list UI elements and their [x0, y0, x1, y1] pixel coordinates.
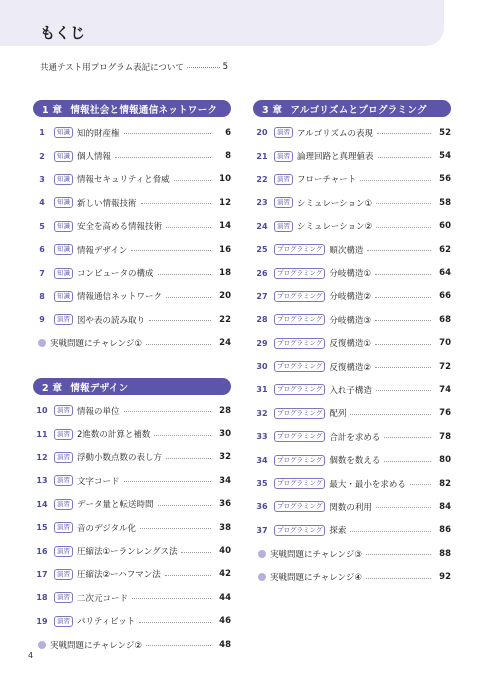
entry-page: 56 — [439, 174, 451, 185]
leader-dots — [166, 458, 211, 459]
entry-tag: 演習 — [274, 221, 293, 232]
toc-entry[interactable] — [253, 448, 451, 471]
leader-dots — [375, 297, 431, 298]
entry-title: コンピュータの構成 — [77, 269, 154, 280]
toc-entry[interactable] — [253, 144, 451, 167]
chapter-3-list — [253, 121, 451, 589]
leader-dots — [367, 250, 431, 251]
entry-title: 音のデジタル化 — [77, 523, 136, 534]
entry-number: 6 — [39, 245, 45, 255]
entry-number: 7 — [39, 268, 45, 278]
entry-tag: プログラミング — [274, 291, 325, 302]
entry-title: 情報セキュリティと脅威 — [77, 175, 170, 186]
entry-tag: 演習 — [54, 452, 73, 463]
entry-tag: 演習 — [274, 174, 293, 185]
leader-dots — [140, 528, 211, 529]
entry-tag: プログラミング — [274, 455, 325, 466]
entry-title: 情報デザイン — [77, 245, 128, 256]
entry-title: 圧縮法①ーランレングス法 — [77, 547, 178, 558]
entry-number: 30 — [256, 362, 268, 372]
entry-title: 入れ子構造 — [329, 385, 372, 396]
chapter-name: 情報デザイン — [70, 382, 129, 394]
entry-number: 3 — [39, 174, 45, 184]
entry-title: 実戦問題にチャレンジ④ — [270, 573, 362, 584]
leader-dots — [360, 180, 431, 181]
leader-dots — [410, 484, 431, 485]
entry-tag: 演習 — [54, 616, 73, 627]
toc-entry[interactable] — [33, 516, 231, 539]
entry-title: 実戦問題にチャレンジ① — [50, 339, 142, 350]
entry-title: 2進数の計算と補数 — [77, 430, 151, 441]
entry-title: 知的財産権 — [77, 128, 120, 139]
entry-number: 18 — [36, 593, 48, 603]
entry-page: 52 — [439, 127, 451, 138]
entry-title: 個数を数える — [329, 456, 381, 467]
leader-dots — [124, 411, 211, 412]
entry-page: 60 — [439, 221, 451, 232]
entry-page: 82 — [439, 478, 451, 489]
toc-entry[interactable] — [253, 378, 451, 401]
entry-tag: 演習 — [274, 127, 293, 138]
toc-entry[interactable] — [33, 308, 231, 331]
entry-title: 新しい情報技術 — [77, 198, 137, 209]
entry-number: 14 — [36, 499, 48, 509]
leader-dots — [384, 437, 431, 438]
intro-page: 5 — [222, 62, 228, 72]
toc-entry[interactable] — [33, 215, 231, 238]
entry-number: 23 — [256, 198, 268, 208]
toc-entry[interactable] — [253, 168, 451, 191]
entry-number: 9 — [39, 315, 45, 325]
entry-tag: 演習 — [54, 429, 73, 440]
intro-title: 共通テスト用プログラム表記について — [40, 63, 184, 73]
entry-number: 35 — [256, 479, 268, 489]
leader-dots — [375, 320, 431, 321]
entry-page: 12 — [219, 197, 231, 208]
leader-dots — [375, 344, 431, 345]
toc-entry[interactable] — [33, 261, 231, 284]
entry-number: 25 — [256, 245, 268, 255]
toc-entry[interactable] — [33, 168, 231, 191]
entry-title: データ量と転送時間 — [77, 500, 154, 511]
entry-tag: 演習 — [54, 546, 73, 557]
entry-page: 64 — [439, 268, 451, 279]
entry-number: 5 — [39, 221, 45, 231]
toc-entry[interactable] — [253, 495, 451, 518]
toc-entry[interactable] — [33, 285, 231, 308]
entry-number: 20 — [256, 128, 268, 138]
leader-dots — [366, 578, 431, 579]
toc-entry[interactable] — [253, 402, 451, 425]
entry-number: 21 — [256, 151, 268, 161]
entry-number: 27 — [256, 291, 268, 301]
entry-tag: 知識 — [54, 151, 73, 162]
bullet-dot-icon — [258, 550, 266, 558]
entry-title: 最大・最小を求める — [329, 479, 406, 490]
entry-number: 12 — [36, 452, 48, 462]
leader-dots — [166, 297, 211, 298]
entry-title: 個人情報 — [77, 152, 112, 163]
entry-number: 28 — [256, 315, 268, 325]
entry-page: 32 — [219, 452, 231, 463]
entry-page: 16 — [219, 244, 231, 255]
entry-tag: 演習 — [54, 405, 73, 416]
leader-dots — [146, 645, 211, 646]
entry-title: 関数の利用 — [329, 502, 372, 513]
entry-tag: プログラミング — [274, 244, 325, 255]
entry-page: 80 — [439, 455, 451, 466]
toc-entry[interactable] — [33, 633, 231, 656]
entry-page: 84 — [439, 501, 451, 512]
entry-tag: 知識 — [54, 268, 73, 279]
entry-tag: 演習 — [54, 475, 73, 486]
entry-number: 1 — [39, 128, 45, 138]
entry-tag: 知識 — [54, 174, 73, 185]
chapter-3-section — [253, 100, 451, 589]
toc-entry[interactable] — [33, 539, 231, 562]
page-title: もくじ — [40, 24, 86, 42]
entry-page: 48 — [219, 639, 231, 650]
entry-number: 2 — [39, 151, 45, 161]
entry-title: 順次構造 — [329, 245, 364, 256]
leader-dots — [376, 507, 431, 508]
entry-title: 分岐構造③ — [329, 315, 371, 326]
leader-dots — [376, 203, 431, 204]
entry-tag: 演習 — [274, 151, 293, 162]
entry-page: 74 — [439, 384, 451, 395]
entry-title: 分岐構造② — [329, 292, 371, 303]
entry-page: 20 — [219, 291, 231, 302]
entry-page: 86 — [439, 525, 451, 536]
entry-title: シミュレーション② — [297, 222, 373, 233]
chapter-number: 3 章 — [262, 104, 283, 116]
leader-dots — [181, 552, 211, 553]
toc-entry[interactable] — [253, 542, 451, 565]
entry-title: 実戦問題にチャレンジ③ — [270, 549, 362, 560]
entry-tag: 知識 — [54, 197, 73, 208]
entry-title: 配列 — [329, 409, 347, 420]
entry-number: 22 — [256, 174, 268, 184]
leader-dots — [141, 203, 211, 204]
toc-entry[interactable] — [253, 308, 451, 331]
leader-dots — [174, 180, 211, 181]
toc-entry[interactable] — [253, 261, 451, 284]
entry-number: 32 — [256, 408, 268, 418]
entry-page: 76 — [439, 408, 451, 419]
toc-entry[interactable] — [33, 238, 231, 261]
entry-tag: 演習 — [274, 197, 293, 208]
entry-page: 88 — [439, 548, 451, 559]
entry-page: 6 — [225, 127, 231, 138]
entry-tag: 演習 — [54, 499, 73, 510]
leader-dots — [124, 481, 211, 482]
toc-entry[interactable] — [253, 191, 451, 214]
toc-entry[interactable] — [253, 565, 451, 588]
entry-number: 19 — [36, 616, 48, 626]
entry-page: 42 — [219, 569, 231, 580]
toc-entry[interactable] — [33, 144, 231, 167]
leader-dots — [166, 227, 211, 228]
toc-entry[interactable] — [33, 121, 231, 144]
leader-dots — [146, 344, 211, 345]
entry-number: 26 — [256, 268, 268, 278]
entry-title: 探索 — [329, 526, 347, 537]
entry-number: 8 — [39, 291, 45, 301]
entry-title: 二次元コード — [77, 593, 129, 604]
toc-entry[interactable] — [33, 399, 231, 422]
entry-page: 54 — [439, 151, 451, 162]
entry-title: 分岐構造① — [329, 269, 371, 280]
entry-tag: プログラミング — [274, 361, 325, 372]
entry-tag: 演習 — [54, 314, 73, 325]
entry-page: 62 — [439, 244, 451, 255]
entry-page: 38 — [219, 522, 231, 533]
entry-title: 合計を求める — [329, 432, 381, 443]
entry-page: 92 — [439, 572, 451, 583]
chapter-number: 1 章 — [42, 104, 63, 116]
entry-number: 17 — [36, 569, 48, 579]
entry-number: 13 — [36, 476, 48, 486]
chapter-1-list — [33, 121, 231, 355]
leader-dots — [158, 274, 211, 275]
entry-title: 実戦問題にチャレンジ② — [50, 640, 142, 651]
toc-entry[interactable] — [253, 121, 451, 144]
entry-title: 情報の単位 — [77, 406, 120, 417]
entry-page: 24 — [219, 338, 231, 349]
entry-number: 4 — [39, 198, 45, 208]
entry-number: 10 — [36, 406, 48, 416]
entry-tag: 知識 — [54, 221, 73, 232]
toc-entry[interactable] — [253, 425, 451, 448]
leader-dots — [376, 227, 431, 228]
entry-tag: プログラミング — [274, 384, 325, 395]
leader-dots — [124, 133, 211, 134]
entry-title: 安全を高める情報技術 — [77, 222, 163, 233]
entry-tag: 知識 — [54, 291, 73, 302]
entry-page: 46 — [219, 616, 231, 627]
entry-tag: プログラミング — [274, 408, 325, 419]
toc-entry[interactable] — [33, 610, 231, 633]
entry-tag: プログラミング — [274, 268, 325, 279]
leader-dots — [376, 390, 431, 391]
leader-dots — [366, 554, 431, 555]
leader-dots — [377, 133, 431, 134]
chapter-2-list — [33, 399, 231, 656]
entry-tag: プログラミング — [274, 525, 325, 536]
entry-number: 31 — [256, 385, 268, 395]
leader-dots — [131, 250, 211, 251]
leader-dots — [350, 531, 431, 532]
leader-dots — [165, 575, 211, 576]
leader-dots — [115, 157, 211, 158]
entry-title: 論理回路と真理値表 — [297, 152, 374, 163]
entry-page: 10 — [219, 174, 231, 185]
entry-title: 文字コード — [77, 476, 120, 487]
entry-tag: 演習 — [54, 522, 73, 533]
entry-tag: 演習 — [54, 592, 73, 603]
entry-tag: プログラミング — [274, 501, 325, 512]
entry-tag: プログラミング — [274, 314, 325, 325]
toc-entry[interactable] — [33, 586, 231, 609]
entry-title: 反復構造① — [329, 339, 371, 350]
toc-entry[interactable] — [33, 493, 231, 516]
entry-page: 58 — [439, 197, 451, 208]
toc-entry[interactable] — [33, 446, 231, 469]
entry-title: 浮動小数点数の表し方 — [77, 453, 163, 464]
chapter-number: 2 章 — [42, 382, 63, 394]
entry-number: 37 — [256, 525, 268, 535]
entry-title: フローチャート — [297, 175, 357, 186]
entry-page: 34 — [219, 475, 231, 486]
leader-dots — [139, 622, 211, 623]
entry-page: 18 — [219, 268, 231, 279]
intro-entry[interactable] — [40, 61, 228, 73]
entry-page: 30 — [219, 429, 231, 440]
bullet-dot-icon — [38, 339, 46, 347]
toc-entry[interactable] — [253, 215, 451, 238]
entry-page: 78 — [439, 431, 451, 442]
entry-number: 34 — [256, 455, 268, 465]
chapter-2-header — [33, 378, 231, 395]
toc-entry[interactable] — [33, 563, 231, 586]
leader-dots — [384, 461, 431, 462]
leader-dots — [187, 67, 220, 68]
entry-number: 29 — [256, 338, 268, 348]
entry-page: 14 — [219, 221, 231, 232]
entry-number: 33 — [256, 432, 268, 442]
toc-entry[interactable] — [253, 519, 451, 542]
chapter-name: アルゴリズムとプログラミング — [290, 104, 427, 116]
toc-entry[interactable] — [253, 332, 451, 355]
toc-entry[interactable] — [253, 285, 451, 308]
entry-number: 36 — [256, 502, 268, 512]
entry-number: 24 — [256, 221, 268, 231]
entry-title: 図や表の読み取り — [77, 315, 146, 326]
entry-tag: 演習 — [54, 569, 73, 580]
entry-tag: プログラミング — [274, 338, 325, 349]
entry-title: パリティビット — [77, 617, 136, 628]
entry-page: 8 — [225, 151, 231, 162]
entry-title: アルゴリズムの表現 — [297, 128, 373, 139]
entry-page: 44 — [219, 592, 231, 603]
leader-dots — [375, 367, 431, 368]
bullet-dot-icon — [258, 573, 266, 581]
entry-page: 70 — [439, 338, 451, 349]
footer-page-number: 4 — [28, 651, 34, 660]
entry-page: 28 — [219, 405, 231, 416]
entry-tag: プログラミング — [274, 478, 325, 489]
entry-title: 情報通信ネットワーク — [77, 292, 163, 303]
entry-title: 圧縮法②ーハフマン法 — [77, 570, 161, 581]
entry-title: 反復構造② — [329, 362, 371, 373]
entry-page: 36 — [219, 499, 231, 510]
toc-entry[interactable] — [253, 472, 451, 495]
leader-dots — [378, 157, 431, 158]
chapter-1-section — [33, 100, 231, 355]
chapter-name: 情報社会と情報通信ネットワーク — [70, 104, 218, 116]
leader-dots — [375, 274, 431, 275]
entry-page: 40 — [219, 546, 231, 557]
entry-tag: 知識 — [54, 127, 73, 138]
chapter-3-header — [253, 100, 451, 117]
entry-number: 15 — [36, 523, 48, 533]
toc-entry[interactable] — [33, 191, 231, 214]
entry-tag: 知識 — [54, 244, 73, 255]
leader-dots — [350, 414, 431, 415]
toc-entry[interactable] — [33, 422, 231, 445]
entry-page: 68 — [439, 314, 451, 325]
leader-dots — [158, 505, 211, 506]
entry-title: シミュレーション① — [297, 198, 373, 209]
leader-dots — [149, 320, 211, 321]
entry-number: 11 — [36, 429, 48, 439]
entry-page: 22 — [219, 314, 231, 325]
chapter-2-section — [33, 378, 231, 656]
leader-dots — [154, 435, 211, 436]
entry-page: 72 — [439, 361, 451, 372]
entry-number: 16 — [36, 546, 48, 556]
bullet-dot-icon — [38, 641, 46, 649]
entry-page: 66 — [439, 291, 451, 302]
toc-entry[interactable] — [253, 355, 451, 378]
entry-tag: プログラミング — [274, 431, 325, 442]
toc-entry[interactable] — [33, 469, 231, 492]
chapter-1-header — [33, 100, 231, 117]
leader-dots — [132, 598, 211, 599]
toc-entry[interactable] — [33, 332, 231, 355]
toc-entry[interactable] — [253, 238, 451, 261]
